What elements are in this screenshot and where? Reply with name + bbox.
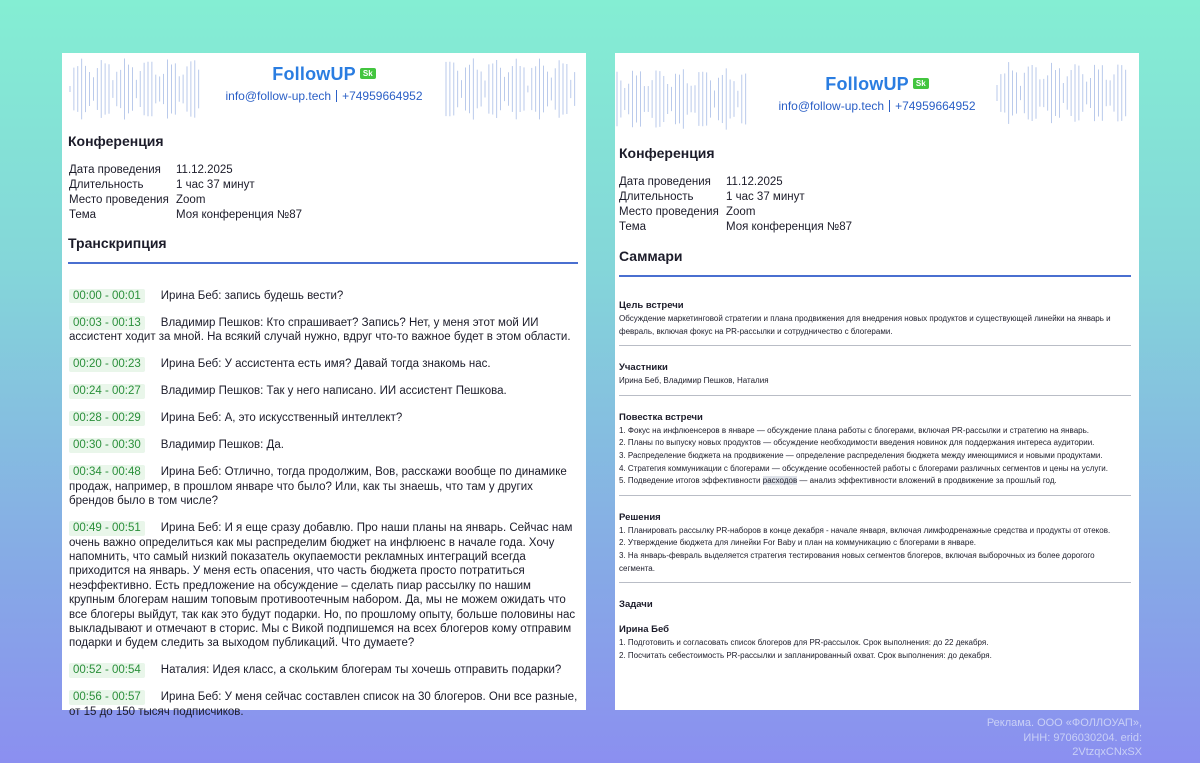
utterance: Наталия: Идея класс, а скольким блогерам ты хочешь отправить подарки? [160, 664, 562, 677]
detail-value: Zoom [726, 206, 756, 218]
logo-text: FollowUP [825, 74, 909, 94]
decision-item: 3. На январь-февраль выделяется стратегия тестирования новых сегментов блогеров, включая выборочных из более дорогого сегмента. [619, 550, 1095, 573]
transcript-entry [69, 465, 578, 508]
summary-card [615, 53, 1139, 710]
timestamp[interactable]: 00:03 - 00:13 [69, 316, 145, 330]
detail-key: Место проведения [619, 206, 719, 218]
transcript-entry [69, 690, 578, 719]
utterance: Ирина Беб: И я еще сразу добавлю. Про наши планы на январь. Сейчас нам очень важно определиться как мы распределим бюджет на инфлюенс в начале года. Хочу напомнить, что самый низкий показатель окупаемости рекламных интеграций всегда приходится на январь. У меня есть опасения, что часть бюджета просто потратиться неэффективно. Есть предложение на обсуждение – сделать пиар рассылку по нашим крупным блогерам нашим топовым противоотечным набором. Да, мы не можем ожидать что все блогеры выйдут, так как это будут подарки. Но, по прошлому опыту, больше половины нас выкладывают и отмечают в сторис. Мы с Викой подпишемся на всех блогеров кому отправим подарки и будем следить за выходом публикаций. Что думаете? [69, 522, 576, 650]
detail-value: 11.12.2025 [726, 176, 783, 188]
agenda-item: 1. Фокус на инфлюенсеров в январе — обсуждение плана работы с блогерами, включая PR-рассылки и стратегию на январь. [619, 425, 1089, 435]
timestamp[interactable]: 00:00 - 00:01 [69, 289, 145, 303]
contacts [615, 99, 1139, 113]
utterance: Владимир Пешков: Кто спрашивает? Запись? Нет, у меня этот мой ИИ ассистент ходит за мной. На всякий случай нужно, вдруг что-то важное будет в этом области. [69, 317, 571, 344]
summary-title: Саммари [619, 248, 683, 264]
email-link[interactable]: info@follow-up.tech [225, 89, 332, 103]
transcript-entry [69, 289, 578, 303]
goal-title: Цель встречи [619, 300, 684, 311]
timestamp[interactable]: 00:52 - 00:54 [69, 663, 145, 677]
agenda-item-text: — анализ эффективности вложений в продвижение за прошлый год. [797, 476, 1057, 486]
disclaimer-line: 2VtzqxCNxSX [1072, 746, 1142, 758]
detail-key: Длительность [69, 179, 144, 191]
meeting-details [619, 175, 852, 235]
transcript-title: Транскрипция [68, 235, 167, 251]
section-divider [68, 262, 578, 264]
divider [336, 90, 337, 102]
logo-text: FollowUP [272, 64, 356, 84]
agenda-item [619, 475, 1131, 488]
goal-text: Обсуждение маркетинговой стратегии и плана продвижения для внедрения новых продуктов и существующей линейки на январь и февраль, включая фокус на PR-рассылки и сотрудничество с блогерами. [619, 314, 1111, 336]
task-item: 2. Посчитать себестоимость PR-рассылки и запланированный охват. Срок выполнения: до декабря. [619, 650, 992, 660]
detail-key: Дата проведения [69, 164, 161, 176]
detail-value: Zoom [176, 194, 206, 206]
transcript-list [69, 289, 578, 732]
divider [889, 100, 890, 112]
ad-disclaimer [962, 716, 1142, 760]
logo [62, 64, 586, 85]
meeting-details [69, 163, 302, 223]
transcript-entry [69, 411, 578, 425]
detail-value: Моя конференция №87 [176, 209, 302, 221]
utterance: Ирина Беб: У ассистента есть имя? Давай тогда знакомь нас. [160, 358, 491, 371]
timestamp[interactable]: 00:24 - 00:27 [69, 384, 145, 398]
timestamp[interactable]: 00:20 - 00:23 [69, 357, 145, 371]
contacts [62, 89, 586, 103]
detail-key: Длительность [619, 191, 694, 203]
participants-text: Ирина Беб, Владимир Пешков, Наталия [619, 376, 769, 386]
timestamp[interactable]: 00:30 - 00:30 [69, 438, 145, 452]
timestamp[interactable]: 00:34 - 00:48 [69, 465, 145, 479]
utterance: Ирина Беб: У меня сейчас составлен список на 30 блогеров. Они все разные, от 15 до 150 тысяч подписчиков. [69, 691, 578, 718]
decision-item: 2. Утверждение бюджета для линейки For Baby и план на коммуникацию с блогерами в январе. [619, 538, 976, 548]
utterance: Ирина Беб: А, это искусственный интеллект? [160, 412, 403, 425]
summary-content [619, 300, 1131, 677]
disclaimer-line: Реклама. ООО «ФОЛЛОУАП», [986, 717, 1142, 729]
brand-header [62, 64, 586, 103]
brand-header [615, 74, 1139, 113]
timestamp[interactable]: 00:56 - 00:57 [69, 690, 145, 704]
utterance: Ирина Беб: запись будешь вести? [160, 290, 344, 302]
meeting-title: Конференция [68, 133, 164, 149]
detail-key: Тема [619, 221, 647, 233]
transcript-entry [69, 316, 578, 345]
goal-section [619, 300, 1131, 346]
transcript-entry [69, 384, 578, 398]
detail-key: Тема [69, 209, 97, 221]
agenda-section [619, 404, 1131, 496]
disclaimer-line: ИНН: 9706030204. erid: [1023, 731, 1142, 744]
transcript-card [62, 53, 586, 718]
agenda-item: 3. Распределение бюджета на продвижение — определение распределения бюджета между имеющимися и новыми продуктами. [619, 450, 1103, 460]
participants-section [619, 354, 1131, 396]
detail-key: Дата проведения [619, 176, 711, 188]
email-link[interactable]: info@follow-up.tech [778, 99, 885, 113]
decision-item: 1. Планировать рассылку PR-наборов в конце декабря - начале января, включая лимфодренажные средства и продукты от отеков. [619, 525, 1111, 535]
timestamp[interactable]: 00:49 - 00:51 [69, 521, 145, 535]
sk-badge-icon: Sk [913, 78, 929, 89]
task-item: 1. Подготовить и согласовать список блогеров для PR-рассылок. Срок выполнения: до 22 декабря. [619, 638, 989, 648]
section-divider [619, 275, 1131, 277]
transcript-entry [69, 438, 578, 452]
phone-link[interactable]: +74959664952 [895, 99, 976, 113]
transcript-entry [69, 663, 578, 677]
utterance: Владимир Пешков: Да. [160, 439, 284, 452]
tasks-title: Задачи [619, 599, 653, 611]
decisions-section [619, 504, 1131, 583]
phone-link[interactable]: +74959664952 [342, 89, 423, 103]
decisions-title: Решения [619, 511, 661, 523]
sk-badge-icon: Sk [360, 68, 376, 79]
timestamp[interactable]: 00:28 - 00:29 [69, 411, 145, 425]
agenda-title: Повестка встречи [619, 411, 703, 423]
utterance: Владимир Пешков: Так у него написано. ИИ ассистент Пешкова. [160, 385, 507, 398]
detail-value: 11.12.2025 [176, 164, 233, 176]
meeting-title: Конференция [619, 145, 715, 161]
highlighted-word: расходов [762, 476, 798, 486]
participants-title: Участники [619, 362, 668, 374]
detail-value: 1 час 37 минут [176, 179, 255, 191]
logo [615, 74, 1139, 95]
utterance: Ирина Беб: Отлично, тогда продолжим, Вов, расскажи вообще по динамике продаж, например, в прошлом январе что было? Или, как ты знаешь, что там у других брендов было в том числе? [69, 466, 567, 508]
transcript-entry [69, 521, 578, 651]
agenda-item: 4. Стратегия коммуникации с блогерами — обсуждение особенностей работы с блогерами различных сегментов и цены на услуги. [619, 463, 1108, 473]
transcript-entry [69, 357, 578, 371]
detail-value: Моя конференция №87 [726, 221, 852, 233]
agenda-item-text: 5. Подведение итогов эффективности [619, 476, 763, 486]
tasks-section [619, 591, 1131, 669]
agenda-item: 2. Планы по выпуску новых продуктов — обсуждение необходимости введения новинок для поддержания интереса аудитории. [619, 438, 1095, 448]
detail-value: 1 час 37 минут [726, 191, 805, 203]
tasks-person: Ирина Беб [619, 624, 669, 636]
detail-key: Место проведения [69, 194, 169, 206]
